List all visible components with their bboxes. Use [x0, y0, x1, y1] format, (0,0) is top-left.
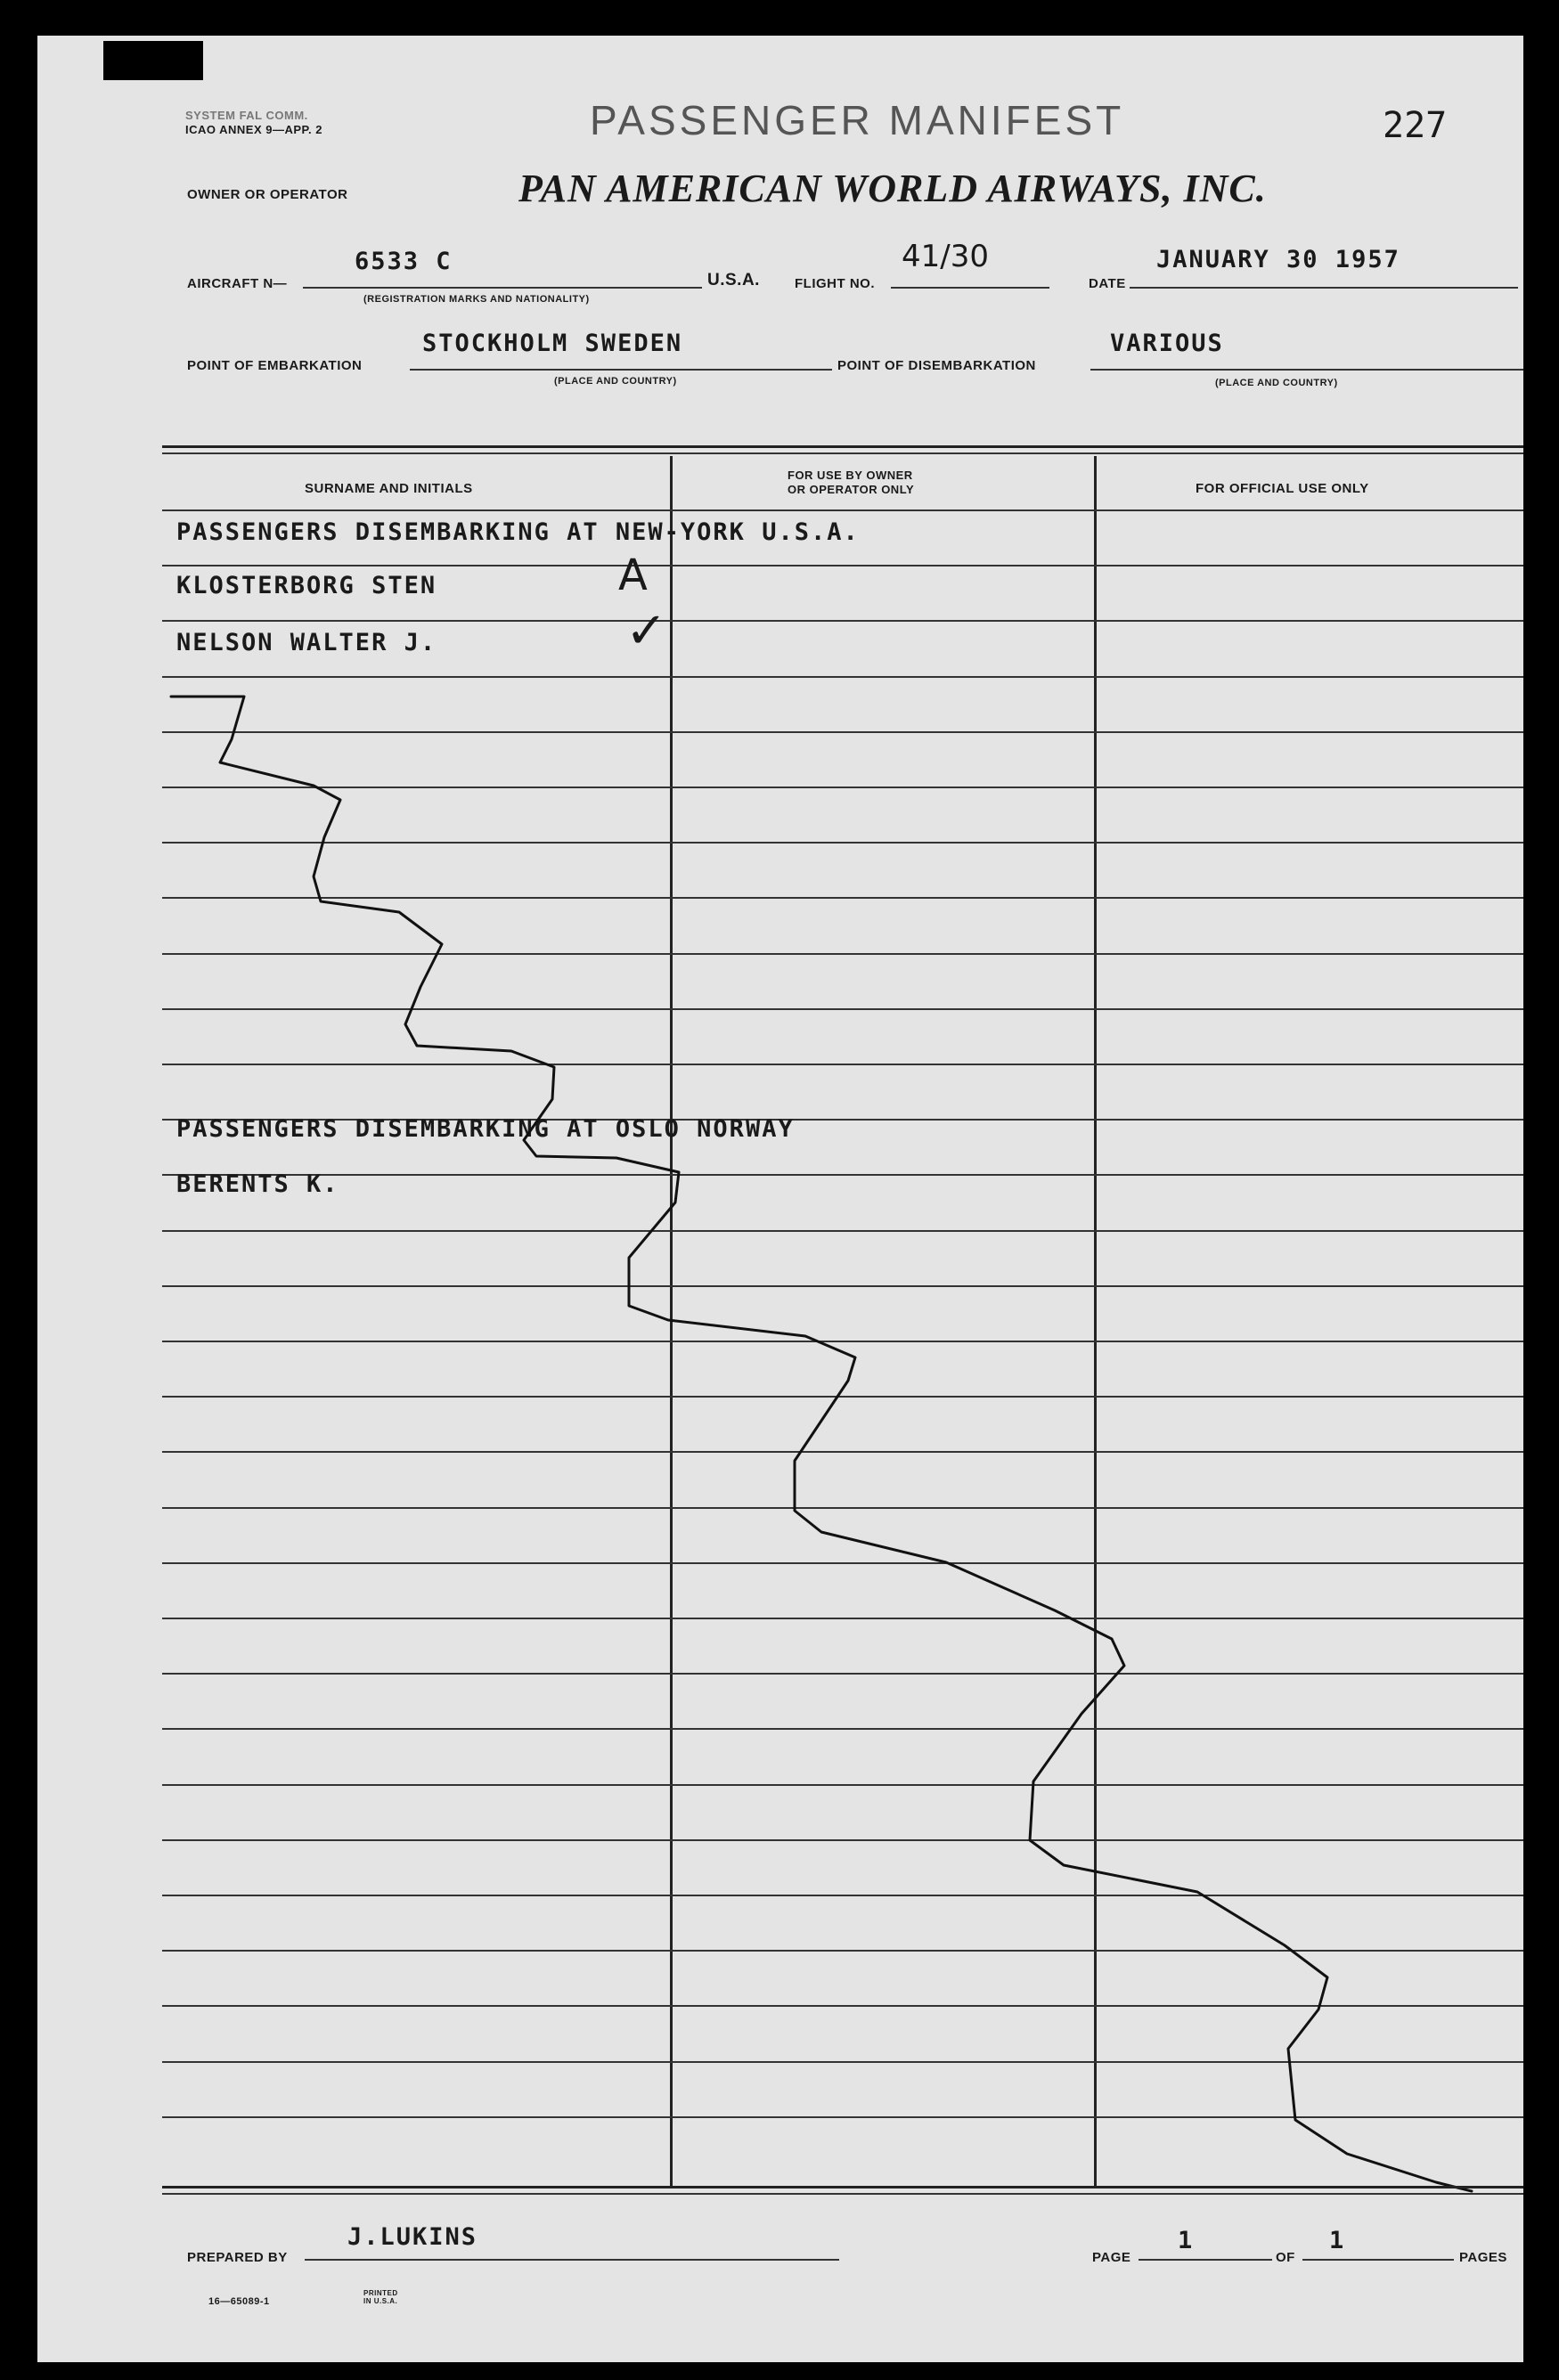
flight-value: 41/30: [902, 239, 989, 274]
prepared-by-value: J.LUKINS: [347, 2223, 478, 2251]
date-value: JANUARY 30 1957: [1156, 246, 1400, 273]
table-entry-passenger: NELSON WALTER J.: [176, 629, 437, 656]
owner-label: OWNER OR OPERATOR: [187, 187, 348, 202]
aircraft-value: 6533 C: [355, 248, 453, 275]
pages-label: PAGES: [1459, 2250, 1507, 2265]
black-redaction-tab: [103, 41, 203, 80]
prepared-by-label: PREPARED BY: [187, 2250, 288, 2265]
manifest-sheet: [37, 36, 1523, 2362]
page-number: 227: [1383, 105, 1448, 146]
embark-caption: (PLACE AND COUNTRY): [554, 376, 677, 387]
col-header-owner-line1: FOR USE BY OWNER: [788, 469, 913, 482]
date-label: DATE: [1089, 276, 1126, 291]
table-bottom-rule-2: [162, 2193, 1523, 2195]
check-mark-tick: ✓: [625, 602, 667, 660]
form-reference-line2: ICAO ANNEX 9—APP. 2: [185, 123, 322, 136]
of-label: OF: [1276, 2250, 1295, 2265]
form-reference-line1: SYSTEM FAL COMM.: [185, 109, 308, 122]
registration-caption: (REGISTRATION MARKS AND NATIONALITY): [363, 294, 590, 305]
prepared-by-underline: [305, 2259, 839, 2261]
owner-value: PAN AMERICAN WORLD AIRWAYS, INC.: [518, 167, 1267, 210]
col-header-surname: SURNAME AND INITIALS: [305, 481, 473, 496]
check-mark-a: A: [618, 550, 648, 600]
flight-label: FLIGHT NO.: [795, 276, 875, 291]
printer-note: PRINTED IN U.S.A.: [363, 2289, 398, 2305]
table-entry-header-oslo: PASSENGERS DISEMBARKING AT OSLO NORWAY: [176, 1115, 795, 1143]
aircraft-label: AIRCRAFT N—: [187, 276, 288, 291]
embark-value: STOCKHOLM SWEDEN: [422, 330, 683, 357]
of-value: 1: [1329, 2227, 1346, 2254]
col-header-owner-line2: OR OPERATOR ONLY: [788, 483, 915, 496]
of-underline: [1302, 2259, 1454, 2261]
page-value: 1: [1178, 2227, 1195, 2254]
table-entry-header-newyork: PASSENGERS DISEMBARKING AT NEW-YORK U.S.A.: [176, 518, 860, 546]
printer-code: 16—65089-1: [208, 2296, 270, 2307]
page-underline: [1139, 2259, 1272, 2261]
cancellation-squiggle: [37, 36, 1523, 2362]
disembark-value: VARIOUS: [1110, 330, 1224, 357]
table-entry-passenger: KLOSTERBORG STEN: [176, 572, 437, 599]
disembark-caption: (PLACE AND COUNTRY): [1215, 378, 1338, 388]
disembark-label: POINT OF DISEMBARKATION: [837, 358, 1036, 373]
usa-label: U.S.A.: [707, 271, 760, 289]
col-header-official: FOR OFFICIAL USE ONLY: [1196, 481, 1369, 496]
page-label: PAGE: [1092, 2250, 1131, 2265]
table-bottom-rule: [162, 2186, 1523, 2188]
form-title: PASSENGER MANIFEST: [590, 97, 1125, 143]
embark-label: POINT OF EMBARKATION: [187, 358, 363, 373]
table-entry-passenger: BERENTS K.: [176, 1170, 339, 1198]
